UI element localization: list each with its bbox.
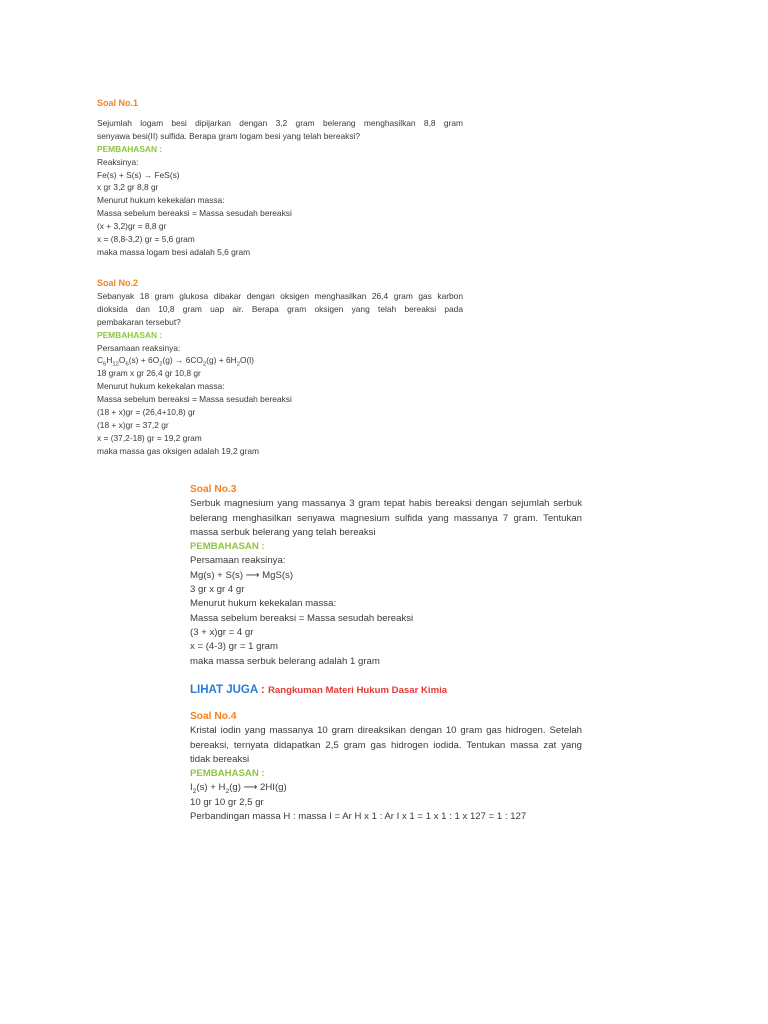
question-1-text-line: senyawa besi(II) sulfida. Berapa gram logam besi yang telah bereaksi? (97, 130, 361, 141)
question-3-text-line: massa serbuk belerang yang telah bereaksi (190, 526, 376, 538)
solution-2-line: maka massa gas oksigen adalah 19,2 gram (97, 445, 260, 456)
solution-2-line: x = (37,2-18) gr = 19,2 gram (97, 432, 202, 443)
question-2-block (97, 277, 463, 458)
solution-3-heading: PEMBAHASAN : (190, 541, 265, 553)
solution-1-line: Fe(s) + S(s) → FeS(s) (97, 169, 180, 180)
question-1-title: Soal No.1 (97, 98, 139, 108)
question-4-text-line: Kristal iodin yang massanya 10 gram direaksikan dengan 10 gram gas hidrogen. Setelah (190, 725, 582, 737)
question-3-text-line: belerang menghasilkan senyawa magnesium sulfida yang massanya 7 gram. Tentukan (190, 512, 582, 524)
see-also-separator: : (257, 684, 268, 696)
solution-3-line: x = (4-3) gr = 1 gram (190, 641, 278, 653)
see-also (190, 680, 447, 698)
solution-2-line: Massa sebelum bereaksi = Massa sesudah bereaksi (97, 394, 292, 405)
solution-1-line: Reaksinya: (97, 156, 139, 167)
question-2-title: Soal No.2 (97, 278, 139, 288)
solution-3-line: 3 gr x gr 4 gr (190, 584, 245, 596)
question-1-block (97, 97, 463, 259)
solution-2-line: Persamaan reaksinya: (97, 342, 181, 353)
question-2-text-line: pembakaran tersebut? (97, 316, 181, 327)
solution-1-line: x = (8,8-3,2) gr = 5,6 gram (97, 234, 195, 245)
solution-4-line: 10 gr 10 gr 2,5 gr (190, 796, 264, 808)
question-4-title: Soal No.4 (190, 711, 237, 722)
question-2-text-line: dioksida dan 10,8 gram uap air. Berapa gram oksigen yang telah bereaksi pada (97, 303, 463, 314)
solution-3-line: Mg(s) + S(s) ⟶ MgS(s) (190, 569, 294, 581)
see-also-link[interactable]: Rangkuman Materi Hukum Dasar Kimia (267, 685, 448, 696)
solution-1-heading: PEMBAHASAN : (97, 143, 163, 154)
solution-3-line: Menurut hukum kekekalan massa: (190, 598, 337, 610)
hydrogen-iodide-equation: $I_2(s) + H_2(g)$ ⟶ 2HI(g) (190, 782, 287, 796)
solution-1-line: maka massa logam besi adalah 5,6 gram (97, 246, 251, 257)
solution-2-line: (18 + x)gr = 37,2 gr (97, 419, 169, 430)
solution-3-line: Persamaan reaksinya: (190, 555, 286, 567)
solution-2-heading: PEMBAHASAN : (97, 329, 163, 340)
question-3-block (190, 483, 582, 669)
solution-4-line: Perbandingan massa H : massa I = Ar H x 1 : Ar I x 1 = 1 x 1 : 1 x 127 = 1 : 127 (190, 811, 527, 823)
question-1-text-line: Sejumlah logam besi dipijarkan dengan 3,2 gram belerang menghasilkan 8,8 gram (97, 117, 463, 128)
question-3-text-line: Serbuk magnesium yang massanya 3 gram tepat habis bereaksi dengan sejumlah serbuk (190, 498, 582, 510)
see-also-label: LIHAT JUGA (190, 684, 258, 696)
solution-4-heading: PEMBAHASAN : (190, 768, 265, 780)
solution-1-line: (x + 3,2)gr = 8,8 gr (97, 221, 167, 232)
solution-1-line: x gr 3,2 gr 8,8 gr (97, 182, 159, 193)
glucose-combustion-equation: $C_6H_{12}O_6(s) + 6O_2(g) \to 6CO_2(g) + 6H_2O(l)$ (97, 355, 254, 369)
question-4-block (190, 710, 582, 824)
solution-2-line: Menurut hukum kekekalan massa: (97, 381, 225, 392)
solution-2-line: (18 + x)gr = (26,4+10,8) gr (97, 407, 196, 418)
solution-3-line: Massa sebelum bereaksi = Massa sesudah bereaksi (190, 612, 414, 624)
solution-2-line: 18 gram x gr 26,4 gr 10,8 gr (97, 368, 201, 379)
question-4-text-line: bereaksi, ternyata didapatkan 2,5 gram gas hidrogen iodida. Tentukan massa zat yang (190, 739, 582, 751)
solution-3-line: (3 + x)gr = 4 gr (190, 626, 254, 638)
question-4-text-line: tidak bereaksi (190, 753, 250, 765)
solution-1-line: Menurut hukum kekekalan massa: (97, 195, 225, 206)
question-2-text-line: Sebanyak 18 gram glukosa dibakar dengan oksigen menghasilkan 26,4 gram gas karbon (97, 290, 463, 301)
question-3-title: Soal No.3 (190, 484, 237, 495)
solution-1-line: Massa sebelum bereaksi = Massa sesudah bereaksi (97, 208, 292, 219)
solution-3-line: maka massa serbuk belerang adalah 1 gram (190, 655, 380, 667)
